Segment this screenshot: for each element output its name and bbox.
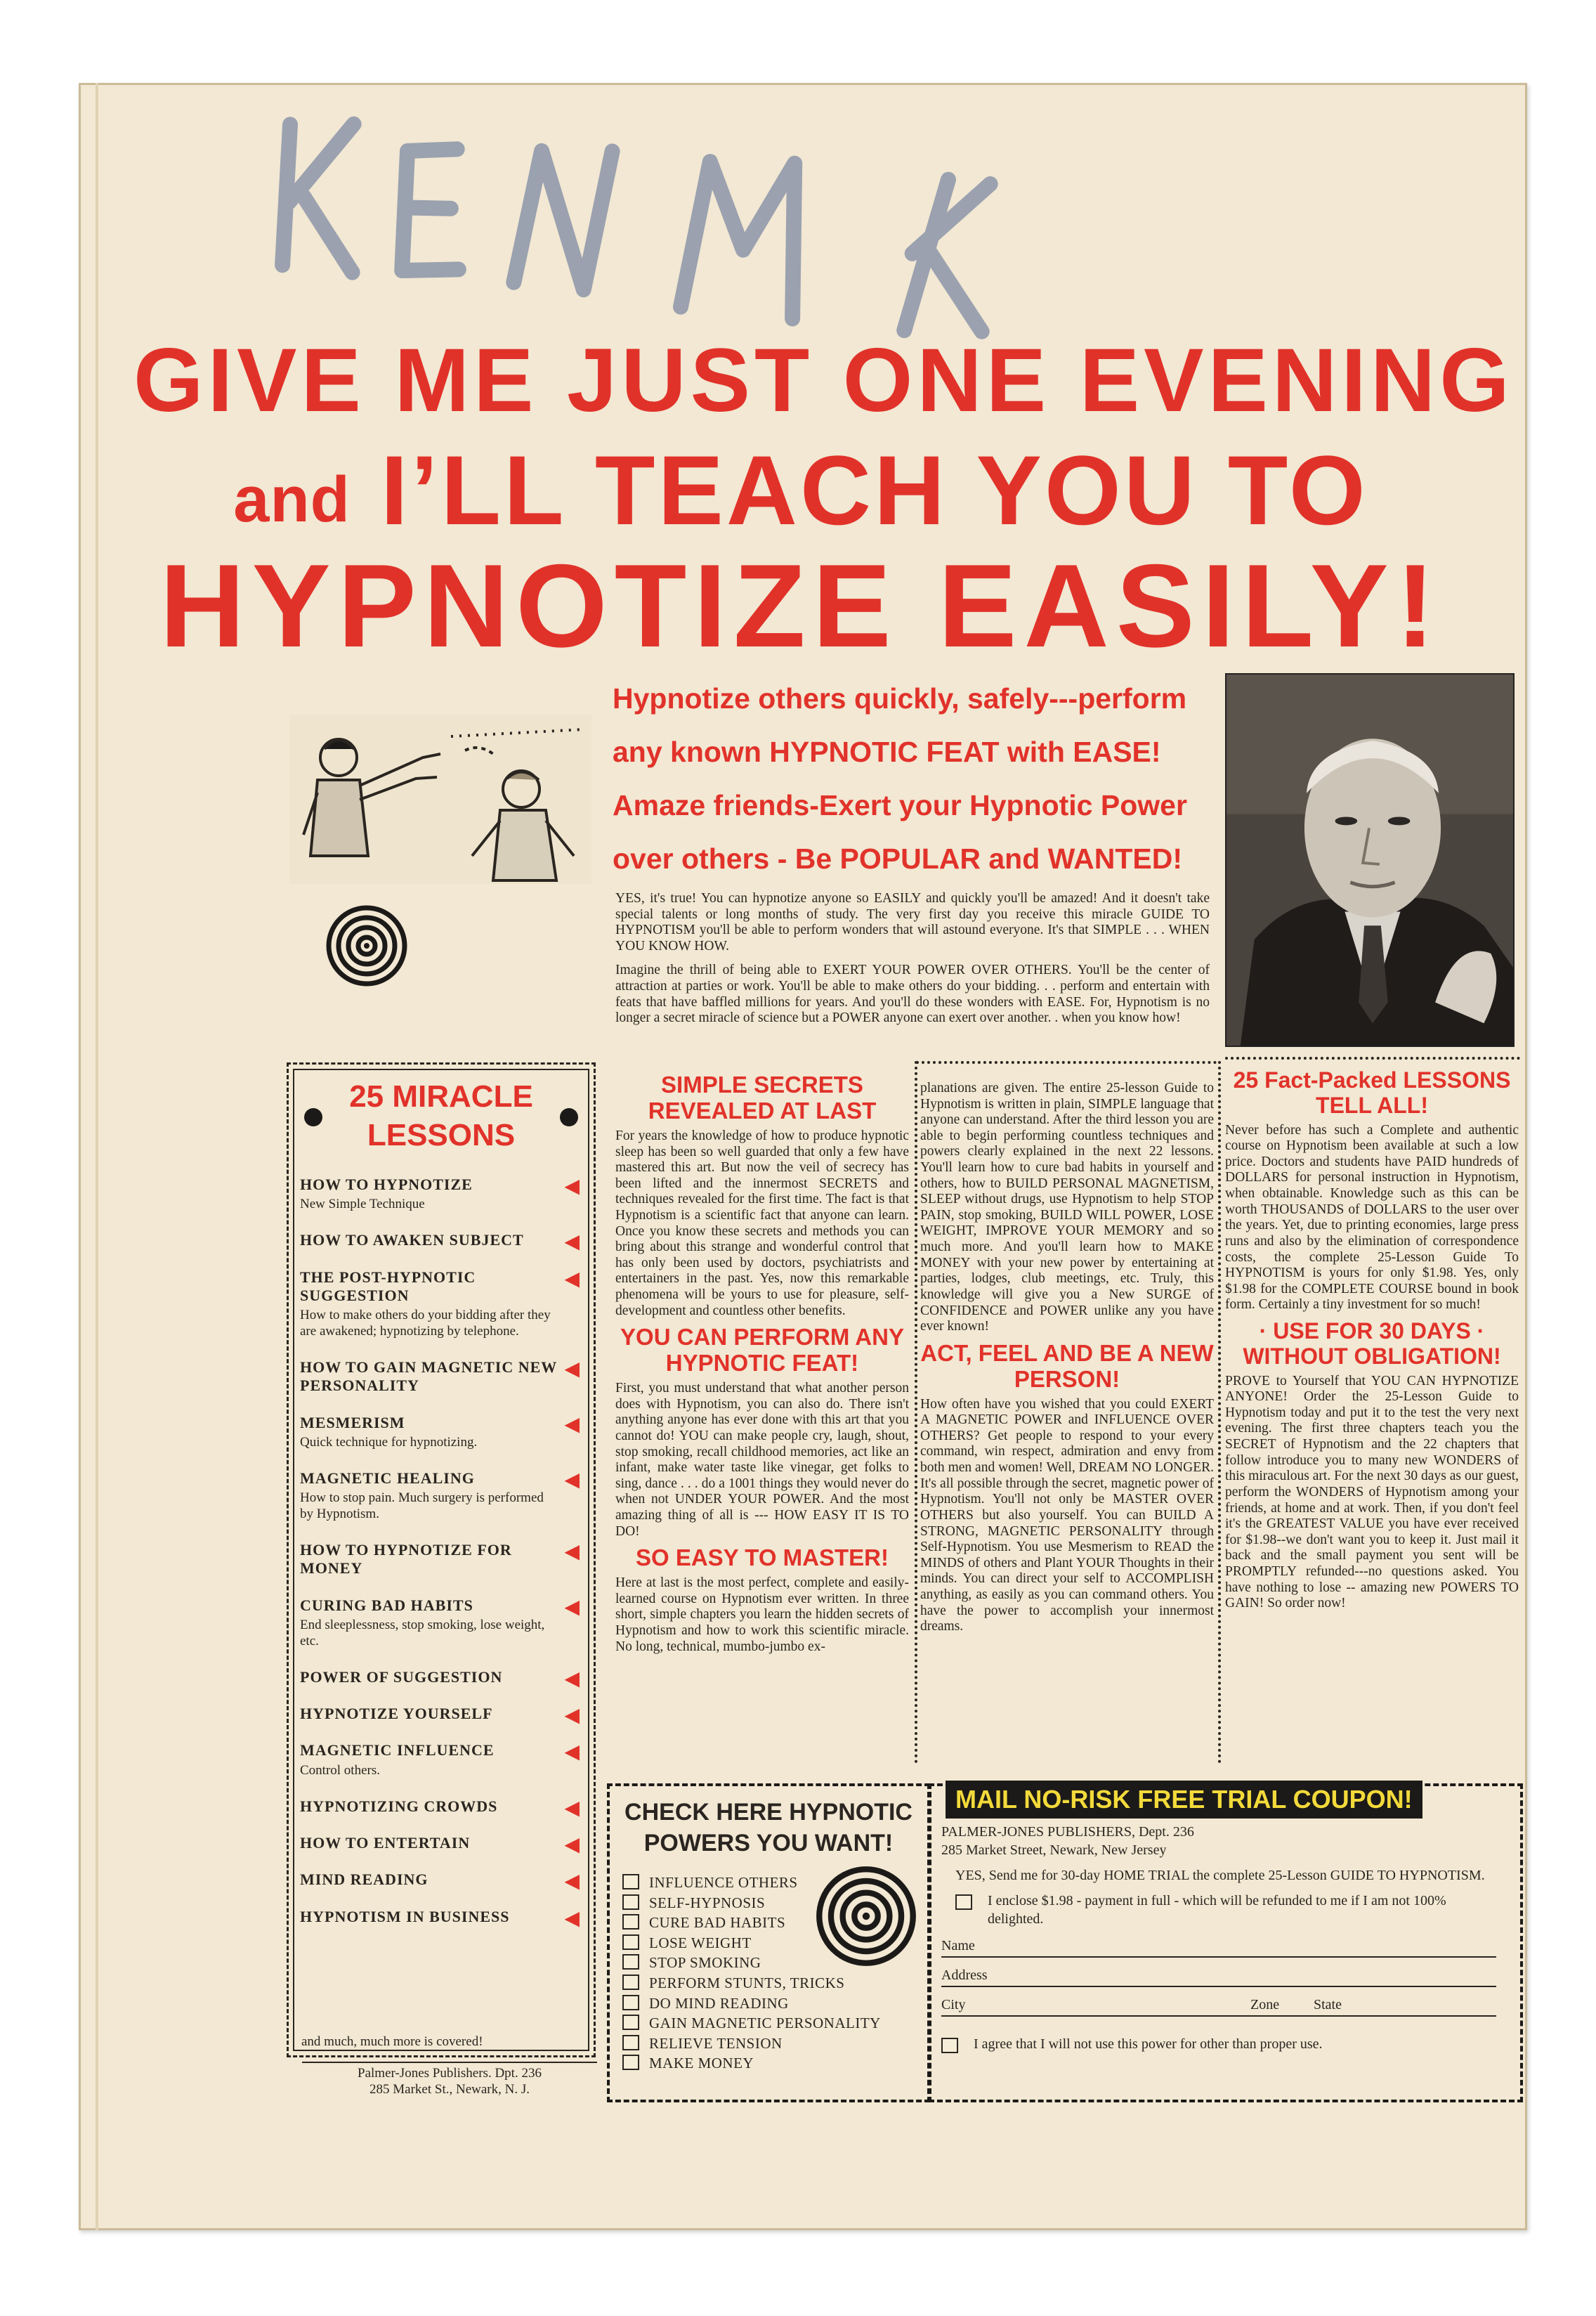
zone-label: Zone bbox=[1250, 1997, 1280, 2012]
spiral-target-icon bbox=[815, 1865, 917, 1967]
section-heading: 25 Fact-Packed LESSONS TELL ALL! bbox=[1233, 1067, 1511, 1118]
subheadline bbox=[613, 672, 1217, 885]
section-paragraph: First, you must understand that what another person does with Hypnotism, you can also do. There isn't anything anyone has ever done with this art that you cannot do! YOU can make people cry, laugh, shout, stop smoking, recall childhood memories, act like an infant, make water taste like vinegar, get folks to sing, dance . . . do a 1001 things they would never do when not UNDER YOUR POWER. And the most amazing thing of all is --- HOW EASY IT IS TO DO! bbox=[615, 1381, 909, 1539]
city-zone-state-field[interactable] bbox=[941, 1994, 1496, 2017]
lesson-title: MAGNETIC INFLUENCE bbox=[300, 1741, 495, 1759]
handwritten-name bbox=[230, 64, 1022, 368]
section-heading: YOU CAN PERFORM ANY HYPNOTIC FEAT! bbox=[620, 1324, 904, 1377]
lesson-title: CURING BAD HABITS bbox=[300, 1596, 473, 1614]
lesson-item bbox=[300, 1541, 582, 1578]
red-arrow-icon: ◀ bbox=[564, 1231, 580, 1254]
lesson-title: HYPNOTIZING CROWDS bbox=[300, 1797, 498, 1815]
checklist-label: GAIN MAGNETIC PERSONALITY bbox=[649, 2015, 881, 2032]
checkbox[interactable] bbox=[622, 1914, 639, 1930]
dotted-column-divider bbox=[915, 1061, 917, 1764]
lesson-title: MIND READING bbox=[300, 1871, 429, 1889]
lesson-title: POWER OF SUGGESTION bbox=[300, 1667, 503, 1686]
coupon-address: PALMER-JONES PUBLISHERS, Dept. 236 bbox=[941, 1824, 1194, 1840]
lesson-item bbox=[300, 1834, 582, 1856]
section-paragraph: planations are given. The entire 25-lesson Guide to Hypnotism is written in plain, SIMPLE language that anyone can understand. After the third lesson you are able to begin performing countless techniques and powers clearly explained in the next 22 lessons. You'll learn how to cure bad habits in yourself and others, how to BUILD PERSONAL MAGNETISM, SLEEP without drugs, use Hypnotism to help STOP PAIN, stop smoking, BUILD WILL POWER, LOSE WEIGHT, IMPROVE YOUR MEMORY and so much more. And you'll learn how to MAKE MONEY with your new power by entertaining at parties, lodges, club meetings, etc. Truly, this knowledge will give you a New SURGE of CONFIDENCE and POWER unlike any you have ever known! bbox=[920, 1081, 1214, 1334]
coupon-yes-text: YES, Send me for 30-day HOME TRIAL the complete 25-Lesson GUIDE TO HYPNOTISM. bbox=[955, 1868, 1485, 1883]
checklist-title-line: POWERS YOU WANT! bbox=[643, 1829, 894, 1856]
intro-paragraph: YES, it's true! You can hypnotize anyone so EASILY and quickly you'll be amazed! And it doesn't take special talents or long months of study. The very first day you receive this miracle GUIDE TO HYPNOTISM you'll be able to perform wonders that will astound everyone. It's that SIMPLE . . . WHEN YOU KNOW HOW. bbox=[615, 891, 1210, 954]
publisher-line: 285 Market St., Newark, N. J. bbox=[369, 2081, 530, 2097]
lesson-title: HOW TO GAIN MAGNETIC NEW PERSONALITY bbox=[300, 1358, 557, 1395]
red-arrow-icon: ◀ bbox=[564, 1596, 580, 1618]
name-field[interactable] bbox=[941, 1935, 1496, 1958]
enclose-label: I enclose $1.98 - payment in full - which will be refunded to me if I am not 100% delighted. bbox=[988, 1893, 1446, 1927]
red-arrow-icon: ◀ bbox=[564, 1741, 580, 1764]
intro-paragraph: Imagine the thrill of being able to EXERT YOUR POWER OVER OTHERS. You'll be the center of attraction at parties or work. You'll be able to make others do your bidding. . . perform and entertain with feats that have baffled millions for years. And you'll do these wonders with EASE. For, Hypnotism is no longer a secret miracle of science but a POWER anyone can exert over another. . when you know how! bbox=[615, 963, 1210, 1026]
subhead-line: Amaze friends-Exert your Hypnotic Power bbox=[613, 789, 1187, 821]
city-label: City bbox=[941, 1997, 966, 2012]
agree-checkbox[interactable] bbox=[941, 2038, 958, 2053]
lesson-desc: How to make others do your bidding after they are awakened; hypnotizing by telephone. bbox=[300, 1308, 551, 1339]
hypnotist-portrait-photo bbox=[1225, 673, 1515, 1047]
checkbox[interactable] bbox=[622, 2055, 639, 2070]
red-arrow-icon: ◀ bbox=[564, 1705, 580, 1727]
section-paragraph: For years the knowledge of how to produce hypnotic sleep has been so well guarded that only a few have mastered this art. But now the veil of secrecy has been lifted and the innermost SECRETS and techniques revealed for the first time. The fact is that Hypnotism is a scientific fact that anyone can learn. Once you know these secrets and methods you can bring about this strange and wonderful control that has only been used by doctors, psychiatrists and entertainers in the past. Yes, now this remarkable phenomena will be yours to use for pleasure, self-development and countless other benefits. bbox=[615, 1128, 909, 1318]
section-heading: SO EASY TO MASTER! bbox=[635, 1544, 889, 1571]
column-secrets bbox=[615, 1069, 909, 1660]
coupon-banner: MAIL NO-RISK FREE TRIAL COUPON! bbox=[946, 1781, 1422, 1819]
column-new-person bbox=[920, 1081, 1214, 1641]
lesson-item bbox=[300, 1231, 582, 1254]
subhead-line: any known HYPNOTIC FEAT with EASE! bbox=[613, 736, 1161, 768]
hypnotist-illustration bbox=[289, 715, 591, 884]
checklist-label: INFLUENCE OTHERS bbox=[649, 1874, 798, 1892]
lesson-item bbox=[300, 1268, 582, 1340]
subhead-line: Hypnotize others quickly, safely---perform bbox=[613, 682, 1187, 715]
section-heading: SIMPLE SECRETS REVEALED AT LAST bbox=[648, 1072, 877, 1124]
dotted-rule bbox=[916, 1061, 1217, 1064]
checklist-item[interactable] bbox=[622, 2053, 915, 2074]
intro-copy bbox=[615, 891, 1210, 1035]
checkbox[interactable] bbox=[622, 1975, 639, 1990]
lesson-item bbox=[300, 1741, 582, 1778]
coupon-form bbox=[941, 1823, 1496, 2060]
lesson-title: THE POST-HYPNOTIC SUGGESTION bbox=[300, 1268, 476, 1304]
comic-back-cover-ad bbox=[79, 83, 1527, 2230]
lesson-list bbox=[300, 1176, 582, 1930]
column-lessons-offer bbox=[1225, 1065, 1519, 1618]
address-field[interactable] bbox=[941, 1965, 1496, 1987]
lesson-desc: Quick technique for hypnotizing. bbox=[300, 1435, 478, 1450]
lesson-item bbox=[300, 1176, 582, 1213]
checklist-label: CURE BAD HABITS bbox=[649, 1914, 786, 1932]
agree-option[interactable] bbox=[941, 2035, 1496, 2053]
lessons-title-line: LESSONS bbox=[367, 1118, 516, 1152]
checklist-item[interactable] bbox=[622, 2013, 915, 2034]
headline-line-2 bbox=[133, 435, 1468, 545]
checklist-item[interactable] bbox=[622, 1993, 915, 2014]
checklist-label: MAKE MONEY bbox=[649, 2055, 754, 2072]
checklist-label: PERFORM STUNTS, TRICKS bbox=[649, 1975, 845, 1991]
lesson-desc: Control others. bbox=[300, 1762, 380, 1778]
checkbox[interactable] bbox=[622, 1934, 639, 1950]
red-arrow-icon: ◀ bbox=[564, 1834, 580, 1856]
state-label: State bbox=[1314, 1997, 1342, 2012]
lesson-item bbox=[300, 1871, 582, 1893]
checkbox[interactable] bbox=[622, 2015, 639, 2030]
headline-and: and bbox=[233, 464, 351, 535]
checklist-item[interactable] bbox=[622, 1973, 915, 1993]
lessons-title bbox=[300, 1077, 582, 1154]
checklist-label: RELIEVE TENSION bbox=[649, 2034, 783, 2052]
address-label: Address bbox=[941, 1967, 988, 1983]
lesson-item bbox=[300, 1705, 582, 1727]
lesson-title: HOW TO HYPNOTIZE bbox=[300, 1176, 473, 1193]
lesson-item bbox=[300, 1469, 582, 1523]
lesson-title: HYPNOTIZE YOURSELF bbox=[300, 1705, 493, 1723]
enclose-option[interactable] bbox=[941, 1892, 1496, 1928]
red-arrow-icon: ◀ bbox=[564, 1413, 580, 1436]
red-arrow-icon: ◀ bbox=[564, 1797, 580, 1819]
enclose-checkbox[interactable] bbox=[955, 1894, 972, 1910]
checklist-label: SELF-HYPNOSIS bbox=[649, 1894, 766, 1911]
red-arrow-icon: ◀ bbox=[564, 1667, 580, 1690]
red-arrow-icon: ◀ bbox=[564, 1871, 580, 1893]
spiral-target-icon bbox=[325, 904, 409, 988]
headline-line-1: GIVE ME JUST ONE EVENING bbox=[133, 330, 1514, 431]
lesson-title: MAGNETIC HEALING bbox=[300, 1469, 475, 1487]
publisher-note bbox=[302, 2062, 597, 2098]
dotted-rule bbox=[1225, 1057, 1520, 1060]
lesson-desc: How to stop pain. Much surgery is performed by Hypnotism. bbox=[300, 1490, 544, 1522]
red-arrow-icon: ◀ bbox=[564, 1540, 580, 1563]
lesson-title: HOW TO AWAKEN SUBJECT bbox=[300, 1231, 524, 1249]
coupon-address: 285 Market Street, Newark, New Jersey bbox=[941, 1842, 1167, 1858]
checkbox[interactable] bbox=[622, 1874, 639, 1889]
section-paragraph: Here at last is the most perfect, complete and easily-learned course on Hypnotism ever written. In three short, simple chapters you learn the hidden secrets of Hypnotism and how to work this scientific miracle. No long, technical, mumbo-jumbo ex- bbox=[615, 1575, 909, 1654]
red-arrow-icon: ◀ bbox=[564, 1907, 580, 1930]
lesson-title: HYPNOTISM IN BUSINESS bbox=[300, 1907, 510, 1925]
section-paragraph: Never before has such a Complete and authentic course on Hypnotism been available at such a low price. Doctors and students have PAID hundreds of DOLLARS for personal instruction in Hypnotism, when obtainable. Knowledge such as this can be worth THOUSANDS of DOLLARS to the user over the years. Yet, due to printing economies, large press runs and also by the elimination of correspondence costs, the complete 25-Lesson Guide To HYPNOTISM is yours for only $1.98. Yes, only $1.98 for the COMPLETE COURSE bound in book form. Certainly a tiny investment for so much! bbox=[1225, 1122, 1519, 1313]
section-paragraph: How often have you wished that you could EXERT A MAGNETIC POWER and INFLUENCE OVER OTHERS? Get people to respond to your every command, win respect, admiration and envy from both men and women! Well, DREAM NO LONGER. It's all possible through the secret, magnetic power of Hypnotism. You'll not only be MASTER OVER OTHERS but also yourself. You can BUILD A STRONG, MAGNETIC PERSONALITY through Self-Hypnotism. You use Mesmerism to READ the MINDS of others and Plant YOUR Thoughts in their minds. You can direct your self to ACCOMPLISH anything, as easily as you can command others. You have the power to accomplish your innermost dreams. bbox=[920, 1396, 1214, 1634]
hypnotic-powers-checklist bbox=[607, 1783, 930, 2102]
checklist-label: LOSE WEIGHT bbox=[649, 1934, 752, 1951]
checkbox[interactable] bbox=[622, 1995, 639, 2010]
name-label: Name bbox=[941, 1938, 975, 1953]
lesson-title: HOW TO HYPNOTIZE FOR MONEY bbox=[300, 1540, 512, 1577]
lesson-title: MESMERISM bbox=[300, 1413, 405, 1431]
checkbox[interactable] bbox=[622, 2035, 639, 2050]
checklist-title-line: CHECK HERE HYPNOTIC bbox=[624, 1799, 913, 1826]
section-heading: · USE FOR 30 DAYS · WITHOUT OBLIGATION! bbox=[1243, 1318, 1501, 1369]
lesson-item bbox=[300, 1907, 582, 1930]
checklist-label: DO MIND READING bbox=[649, 1994, 789, 2012]
lesson-item bbox=[300, 1596, 582, 1650]
lesson-item bbox=[300, 1358, 582, 1396]
publisher-line: Palmer-Jones Publishers. Dpt. 236 bbox=[358, 2066, 542, 2081]
lesson-title: HOW TO ENTERTAIN bbox=[300, 1834, 471, 1852]
section-heading: ACT, FEEL AND BE A NEW PERSON! bbox=[920, 1339, 1214, 1392]
miracle-lessons-box bbox=[287, 1062, 596, 2057]
headline-line-3: HYPNOTIZE EASILY! bbox=[159, 540, 1442, 672]
red-arrow-icon: ◀ bbox=[564, 1358, 580, 1380]
trial-coupon bbox=[929, 1783, 1523, 2102]
checklist-item[interactable] bbox=[622, 2034, 915, 2054]
red-arrow-icon: ◀ bbox=[564, 1469, 580, 1491]
lesson-item bbox=[300, 1797, 582, 1819]
headline-line-2-main: I’LL TEACH YOU TO bbox=[380, 435, 1368, 545]
checklist-label: STOP SMOKING bbox=[649, 1954, 761, 1972]
red-arrow-icon: ◀ bbox=[564, 1268, 580, 1290]
section-paragraph: PROVE to Yourself that YOU CAN HYPNOTIZE ANYONE! Order the 25-Lesson Guide to Hypnotism today and put it to the test the very next evening. The first three chapters teach you the SECRET of Hypnotism and the 22 chapters that follow introduce you to many new WONDERS of this miraculous art. For the next 30 days as our guest, perform the WONDERS of Hypnotism among your friends, at home and at work. Then, if you don't feel it's the GREATEST VALUE you have ever received for $1.98--we don't want you to keep it. Just mail it back and the small payment you sent will be PROMPTLY refunded---no questions asked. You have nothing to lose -- amazing new POWERS TO GAIN! So order now! bbox=[1225, 1373, 1519, 1611]
lesson-desc: End sleeplessness, stop smoking, lose weight, etc. bbox=[300, 1618, 545, 1648]
red-arrow-icon: ◀ bbox=[564, 1176, 580, 1197]
checkbox[interactable] bbox=[622, 1954, 639, 1970]
subhead-line: over others - Be POPULAR and WANTED! bbox=[613, 843, 1182, 875]
lesson-item bbox=[300, 1414, 582, 1451]
lessons-title-line: 25 MIRACLE bbox=[349, 1079, 533, 1114]
dotted-column-divider bbox=[1218, 1061, 1221, 1764]
lessons-footer: and much, much more is covered! bbox=[301, 2034, 483, 2049]
lesson-desc: New Simple Technique bbox=[300, 1197, 425, 1212]
lesson-item bbox=[300, 1667, 582, 1690]
checkbox[interactable] bbox=[622, 1894, 639, 1910]
agree-label: I agree that I will not use this power for other than proper use. bbox=[974, 2036, 1323, 2052]
checklist-title bbox=[622, 1797, 915, 1859]
